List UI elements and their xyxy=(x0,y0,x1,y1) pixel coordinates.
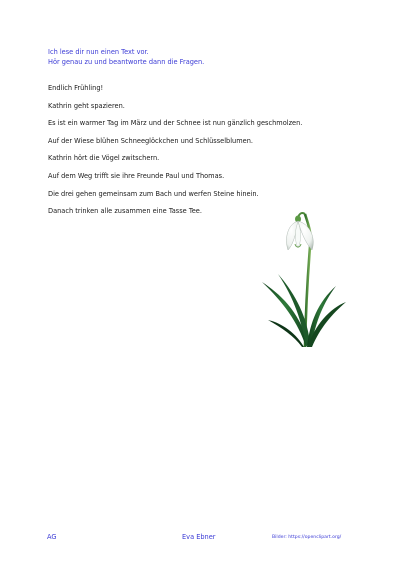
story-line-5: Kathrin hört die Vögel zwitschern. xyxy=(48,154,160,163)
story-line-4: Auf der Wiese blühen Schneeglöckchen und Schlüsselblumen. xyxy=(48,136,253,145)
instruction-line-1: Ich lese dir nun einen Text vor. xyxy=(48,48,149,56)
story-line-3: Es ist ein warmer Tag im März und der Schnee ist nun gänzlich geschmolzen. xyxy=(48,119,303,128)
footer-left-initials: AG xyxy=(47,533,57,541)
story-line-8: Danach trinken alle zusammen eine Tasse Tee. xyxy=(48,207,202,216)
snowdrop-flower-icon xyxy=(258,202,348,352)
footer-image-credit: Bilder: https://openclipart.org/ xyxy=(272,535,342,540)
footer-author: Eva Ebner xyxy=(182,533,216,541)
story-line-1: Endlich Frühling! xyxy=(48,84,104,92)
story-line-2: Kathrin geht spazieren. xyxy=(48,101,125,110)
story-line-6: Auf dem Weg trifft sie ihre Freunde Paul und Thomas. xyxy=(48,171,225,180)
story-line-7: Die drei gehen gemeinsam zum Bach und werfen Steine hinein. xyxy=(48,189,259,198)
instruction-line-2: Hör genau zu und beantworte dann die Fragen. xyxy=(48,58,205,66)
instructions xyxy=(48,47,204,67)
